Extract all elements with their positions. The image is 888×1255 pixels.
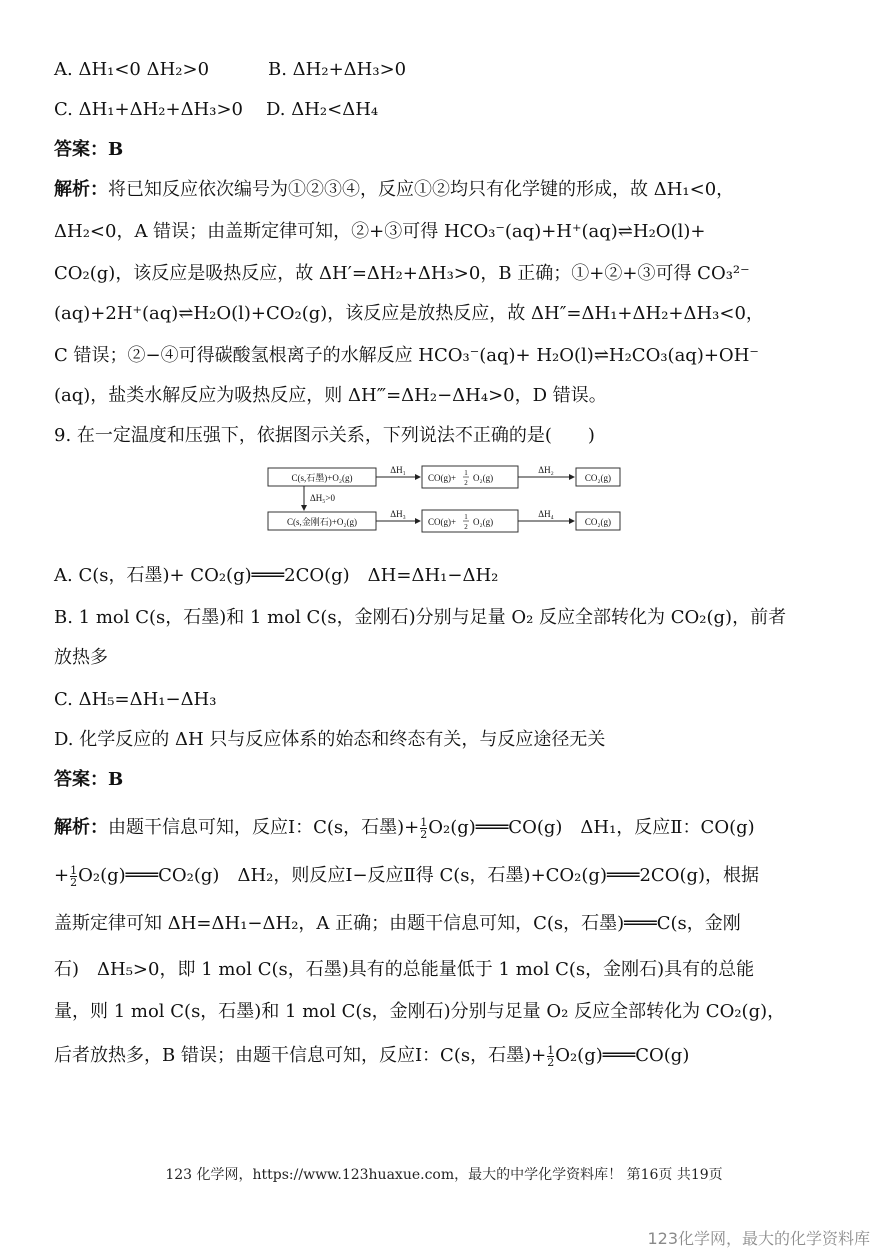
- co-top-o2: O₂(g): [473, 473, 494, 483]
- fraction-half: $\frac{1}{2}$: [70, 863, 78, 889]
- energy-cycle-diagram: [264, 462, 624, 534]
- answer-label: 答案：: [54, 139, 108, 160]
- co-bottom-o2: O₂(g): [473, 517, 494, 527]
- label-h3: ΔH₃: [390, 509, 406, 519]
- page-footer: 123 化学网，https://www.123huaxue.com，最大的中学化学资料库！ 第16页 共19页: [165, 1167, 723, 1183]
- q9-analysis-line-1: [54, 816, 755, 840]
- q9-option-b-line-2: 放热多: [54, 647, 108, 668]
- co-top-text: CO(g)+: [428, 473, 457, 483]
- co-bottom-frac-num: 1: [464, 513, 468, 521]
- q9-option-a: A. C(s，石墨)+ CO₂(g)═══2CO(g) ΔH=ΔH₁−ΔH₂: [54, 565, 499, 586]
- q8-analysis-line-6: (aq)，盐类水解反应为吸热反应，则 ΔH‴=ΔH₂−ΔH₄>0，D 错误。: [54, 385, 607, 406]
- fraction-half: $\frac{1}{2}$: [420, 815, 428, 841]
- q9-analysis-line-6: 后者放热多，B 错误；由题干信息可知，反应Ⅰ：C(s，石墨)+ $\frac{1}{2}$ O₂(g)═══CO(g): [54, 1043, 690, 1069]
- q9-option-b-line-1: B. 1 mol C(s，石墨)和 1 mol C(s，金刚石)分别与足量 O₂ 反应全部转化为 CO₂(g)，前者: [54, 607, 787, 628]
- q9-analysis-line-4: 石) ΔH₅>0，即 1 mol C(s，石墨)具有的总能量低于 1 mol C(s，金刚石)具有的总能: [54, 959, 755, 980]
- q8-answer: [54, 138, 123, 162]
- analysis-text: 由题干信息可知，反应Ⅰ：C(s，石墨)+: [108, 817, 420, 838]
- q8-option-a: A. ΔH₁<0 ΔH₂>0: [54, 59, 210, 80]
- analysis-text: O₂(g)═══CO(g) ΔH₁，反应Ⅱ：CO(g): [428, 817, 755, 838]
- label-h1: ΔH₁: [390, 465, 406, 475]
- label-h2: ΔH₂: [538, 465, 554, 475]
- analysis-label: 解析：: [54, 179, 108, 200]
- q8-analysis-line-3: CO₂(g)，该反应是吸热反应，故 ΔH′=ΔH₂+ΔH₃>0，B 正确；①+②+③可得 CO₃²⁻: [54, 263, 750, 284]
- q9-answer: [54, 768, 123, 792]
- co-top-frac-num: 1: [464, 469, 468, 477]
- analysis-label: 解析：: [54, 817, 108, 838]
- co-top-frac-den: 2: [464, 479, 468, 487]
- watermark: 123化学网，最大的化学资料库: [647, 1229, 870, 1248]
- q8-analysis-line-5: C 错误；②−④可得碳酸氢根离子的水解反应 HCO₃⁻(aq)+ H₂O(l)⇌H₂CO₃(aq)+OH⁻: [54, 345, 759, 366]
- q8-option-d: D. ΔH₂<ΔH₄: [266, 99, 379, 120]
- co-bottom-frac-den: 2: [464, 523, 468, 531]
- analysis-text: 将已知反应依次编号为①②③④，反应①②均只有化学键的形成，故 ΔH₁<0，: [108, 179, 735, 200]
- graphite-text: C(s,石墨)+O₂(g): [291, 473, 353, 483]
- co2-bottom-text: CO₂(g): [584, 517, 612, 527]
- co2-top-text: CO₂(g): [584, 473, 612, 483]
- q9-analysis-line-3: 盖斯定律可知 ΔH=ΔH₁−ΔH₂，A 正确；由题干信息可知，C(s，石墨)═══C(s，金刚: [54, 913, 741, 934]
- label-h5: ΔH₅>0: [310, 493, 336, 503]
- answer-value: B: [108, 139, 124, 160]
- co-bottom-text: CO(g)+: [428, 517, 457, 527]
- q9-option-d: D. 化学反应的 ΔH 只与反应体系的始态和终态有关，与反应途径无关: [54, 729, 606, 750]
- q8-option-b: B. ΔH₂+ΔH₃>0: [268, 59, 407, 80]
- answer-label: 答案：: [54, 769, 108, 790]
- label-h4: ΔH₄: [538, 509, 554, 519]
- q9-analysis-line-5: 量，则 1 mol C(s，石墨)和 1 mol C(s，金刚石)分别与足量 O₂ 反应全部转化为 CO₂(g)，: [54, 1001, 786, 1022]
- q8-analysis-line-1: [54, 178, 734, 202]
- fraction-half: $\frac{1}{2}$: [547, 1043, 555, 1069]
- q8-option-c: C. ΔH₁+ΔH₂+ΔH₃>0: [54, 99, 244, 120]
- diamond-text: C(s,金刚石)+O₂(g): [287, 517, 357, 527]
- answer-value: B: [108, 769, 124, 790]
- q8-analysis-line-4: (aq)+2H⁺(aq)⇌H₂O(l)+CO₂(g)，该反应是放热反应，故 ΔH″=ΔH₁+ΔH₂+ΔH₃<0，: [54, 303, 764, 324]
- q8-analysis-line-2: ΔH₂<0，A 错误；由盖斯定律可知，②+③可得 HCO₃⁻(aq)+H⁺(aq)⇌H₂O(l)+: [54, 221, 706, 242]
- q9-option-c: C. ΔH₅=ΔH₁−ΔH₃: [54, 689, 217, 710]
- q9-stem: 9. 在一定温度和压强下，依据图示关系，下列说法不正确的是( ): [54, 425, 595, 446]
- q9-analysis-line-2: + $\frac{1}{2}$ O₂(g)═══CO₂(g) ΔH₂，则反应Ⅰ−反应Ⅱ得 C(s，石墨)+CO₂(g)═══2CO(g)，根据: [54, 863, 760, 889]
